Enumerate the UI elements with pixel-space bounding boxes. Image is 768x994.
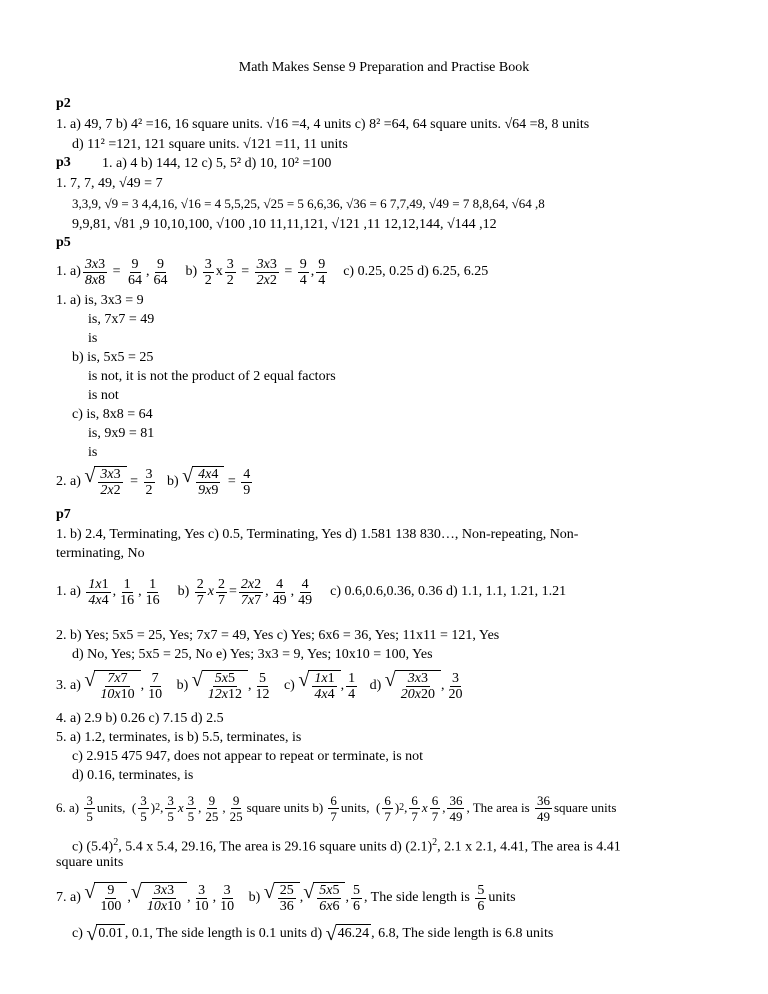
page-title: Math Makes Sense 9 Preparation and Practise Book [238,60,530,75]
p7-label-2b: b) [177,584,190,599]
p7-line-1-cont: terminating, No [56,546,145,561]
fraction: $\frac{5}{6}$ [352,882,360,914]
square-root: √ $\frac{9}{100}$ [84,882,127,914]
p3-line-1: 1. a) 4 b) 144, 12 c) 5, 5² d) 10, 10² =100 [102,156,332,171]
fraction: $\frac{9}{25}$ [229,792,243,824]
p7-label-12c: , The side length is [363,890,470,905]
p7-label-10f: square units [553,800,617,815]
fraction: $\frac{3}{2}$ [145,466,153,498]
fraction: $\frac{6}{7}$ [384,792,391,824]
fraction: $\frac{6}{7}$ [431,792,439,824]
p7-line-11-cont: square units [56,855,124,870]
p5-item: 1. a) is, 3x3 = 9 [56,293,144,308]
fraction: $\frac{3}{5}$ [187,792,195,824]
square-root: √ $\frac{1x1}{4x4}$ [298,670,340,702]
fraction: $\frac{5}{12}$ [255,670,270,702]
p7-label-5a: 3. a) [56,678,81,693]
p5-item: is [88,331,98,346]
fraction: $\frac{3}{5}$ [167,792,174,824]
square-root: √ $\frac{5x5}{12x12}$ [192,670,248,702]
p7-label-13b: , 0.1, The side length is 0.1 units d) [124,926,323,941]
p7-line-10: 6. a) $\frac{3}{5}$ units, ( $\frac{3}{5}$ ) 2 , $\frac{3}{5}$ x $\frac{3}{5}$ , $\frac{9}{25}$ , $\frac{9}{25}$ square units b) $\frac{6}{7}$ units, ( $\frac{6}{7}$ ) 2 , $\frac{6}{7}$ x $\frac{6}{7}$ , $\frac{36}{49}$ , The area is $\frac{36}{49}$ square units [56,792,617,824]
p7-label-10d: units, [340,800,370,815]
p7-line-1: 1. b) 2.4, Terminating, Yes c) 0.5, Terminating, Yes d) 1.581 138 830…, Non-repeating, Non- [56,527,579,542]
section-heading-p3: p3 [56,155,71,170]
p7-label-10e: , The area is [466,800,530,815]
p7-label-13c: , 6.8, The side length is 6.8 units [371,926,554,941]
p5-label-2b: b) [167,474,179,489]
p5-item: is, 9x9 = 81 [88,426,155,441]
fraction: $\frac{1x1}{4x4}$ [88,576,109,608]
fraction: $\frac{3}{5}$ [140,792,147,824]
p7-line-5: 3. a) √ $\frac{7x7}{10x10}$ , $\frac{7}{10}$ b) √ $\frac{5x5}{12x12}$ , $\frac{5}{12}$ c) √ $\frac{1x1}{4x4}$ , $\frac{1}{4}$ d) √ $\frac{3x3}{20x20}$ , $\frac{3}{20}$ [56,669,463,702]
fraction: $\frac{9}{25}$ [205,792,219,824]
p7-line-8: c) 2.915 475 947, does not appear to repeat or terminate, is not [72,749,424,764]
fraction: $\frac{3}{10}$ [220,882,235,914]
p7-label-12a: 7. a) [56,890,81,905]
p5-item: is not [88,388,119,403]
p7-line-12: 7. a) √ $\frac{9}{100}$ , √ $\frac{3x3}{10x10}$ , $\frac{3}{10}$ , $\frac{3}{10}$ b) √ $\frac{25}{36}$ , √ $\frac{5x5}{6x6}$ , $\frac{5}{6}$ , The side length is $\frac{5}{6}$ units [56,881,516,914]
p2-line-2: d) 11² =121, 121 square units. √121 =11, 11 units [72,137,348,152]
p7-line-6: 4. a) 2.9 b) 0.26 c) 7.15 d) 2.5 [56,711,224,726]
square-root: √ $\frac{4x4}{9x9}$ [182,466,224,498]
p7-label-5c: c) [283,678,295,693]
fraction: $\frac{5}{6}$ [477,882,485,914]
p3-line-2: 1. 7, 7, 49, √49 = 7 [56,176,163,191]
fraction: $\frac{6}{7}$ [411,792,418,824]
p7-line-4: d) No, Yes; 5x5 = 25, No e) Yes; 3x3 = 9, Yes; 10x10 = 100, Yes [72,647,433,662]
p7-label-10b: units, [96,800,126,815]
square-root: √ $\frac{3x3}{2x2}$ [84,466,126,498]
section-heading-p7: p7 [56,507,71,522]
fraction: $\frac{1}{16}$ [145,576,160,608]
p5-item: b) is, 5x5 = 25 [72,350,154,365]
square-root: √ $\frac{25}{36}$ [264,882,300,914]
p7-label-12d: units [488,890,516,905]
fraction: $\frac{3}{10}$ [194,882,209,914]
fraction: $\frac{3x3}{8x8}$ [84,256,106,288]
p7-line-13 [72,924,553,944]
fraction: $\frac{36}{49}$ [449,792,463,824]
fraction: $\frac{6}{7}$ [330,792,337,824]
fraction: $\frac{3}{20}$ [448,670,463,702]
p5-item: is [88,445,98,460]
fraction: $\frac{3}{2}$ [204,256,212,288]
fraction: $\frac{4}{49}$ [298,576,313,608]
p7-label-10a: 6. a) [56,800,80,815]
p7-label-11b: , 5.4 x 5.4, 29.16, The area is 29.16 square units d) [118,839,402,855]
p5-item: c) is, 8x8 = 64 [72,407,153,422]
section-heading-p2: p2 [56,96,71,111]
fraction: $\frac{9}{4}$ [318,256,326,288]
p7-label-12b: b) [248,890,261,905]
p3-line-3: 3,3,9, √9 = 3 4,4,16, √16 = 4 5,5,25, √25 = 5 6,6,36, √36 = 6 7,7,49, √49 = 7 8,8,64, √64 ,8 [72,196,545,211]
fraction: $\frac{2}{7}$ [218,576,225,608]
fraction: $\frac{2x2}{7x7}$ [240,576,262,608]
fraction: $\frac{1}{16}$ [120,576,135,608]
square-root: √ 46.24 [325,923,370,945]
p7-label-2c: c) 0.6,0.6,0.36, 0.36 d) 1.1, 1.1, 1.21, 1.21 [330,584,567,599]
p7-line-7: 5. a) 1.2, terminates, is b) 5.5, terminates, is [56,730,302,745]
fraction: $\frac{9}{4}$ [299,256,307,288]
p5-line-1: 1. a) $\frac{3x3}{8x8}$ = $\frac{9}{64}$ , $\frac{9}{64}$ b) $\frac{3}{2}$ x $\frac{3}{2}$ = $\frac{3x3}{2x2}$ = $\frac{9}{4}$ , $\frac{9}{4}$ c) 0.25, 0.25 d) 6.25, 6.25 [56,256,489,288]
square-root: √ $\frac{5x5}{6x6}$ [303,882,345,914]
fraction: $\frac{36}{49}$ [536,792,550,824]
section-heading-p5: p5 [56,235,71,250]
p5-item: is not, it is not the product of 2 equal factors [88,369,336,384]
square-root: √ $\frac{3x3}{20x20}$ [385,670,441,702]
square-root: √ $\frac{7x7}{10x10}$ [84,670,140,702]
p7-line-9: d) 0.16, terminates, is [72,768,194,783]
fraction: $\frac{4}{9}$ [243,466,251,498]
fraction: $\frac{4}{49}$ [272,576,287,608]
fraction: $\frac{7}{10}$ [148,670,163,702]
p7-line-3: 2. b) Yes; 5x5 = 25, Yes; 7x7 = 49, Yes c) Yes; 6x6 = 36, Yes; 11x11 = 121, Yes [56,628,500,643]
fraction: $\frac{9}{64}$ [153,256,168,288]
p3-line-4: 9,9,81, √81 ,9 10,10,100, √100 ,10 11,11,121, √121 ,11 12,12,144, √144 ,12 [72,217,497,232]
p7-line-11: c) $(5.4)^2$, 5.4 x 5.4, 29.16, The area is 29.16 square units d) $(2.1)^2$, 2.1 x 2.1, 4.41, The area is 4.41 [72,837,621,855]
p7-label-11c: , 2.1 x 2.1, 4.41, The area is 4.41 [437,839,621,855]
p5-label-1c: c) 0.25, 0.25 d) 6.25, 6.25 [343,264,489,279]
fraction: $\frac{3}{5}$ [86,792,93,824]
fraction: $\frac{9}{64}$ [128,256,143,288]
p5-label-1b: b) [185,264,198,279]
p7-label-10c: square units b) [246,800,324,815]
p5-item: is, 7x7 = 49 [88,312,155,327]
square-root: √ 0.01 [86,923,123,945]
p7-label-2a: 1. a) [56,584,81,599]
p7-label-5b: b) [176,678,189,693]
p7-label-5d: d) [369,678,382,693]
fraction: $\frac{3x3}{2x2}$ [256,256,277,288]
square-root: √ $\frac{3x3}{10x10}$ [131,882,187,914]
fraction: $\frac{3}{2}$ [226,256,234,288]
p7-line-2: 1. a) $\frac{1x1}{4x4}$ , $\frac{1}{16}$ , $\frac{1}{16}$ b) $\frac{2}{7}$ x $\frac{2}{7}$ = $\frac{2x2}{7x7}$ , $\frac{4}{49}$ , $\frac{4}{49}$ c) 0.6,0.6,0.36, 0.36 d) 1.1, 1.1, 1.21, 1.21 [56,576,567,608]
p2-line-1: 1. a) 49, 7 b) 4² =16, 16 square units. √16 =4, 4 units c) 8² =64, 64 square units. √64 =8, 8 units [56,117,590,132]
p7-label-13a: c) [72,926,83,941]
fraction: $\frac{1}{4}$ [348,670,356,702]
p7-label-11a: c) [72,839,83,855]
p5-label-2a: 2. a) [56,474,81,489]
p5-line-2: 2. a) √ $\frac{3x3}{2x2}$ = $\frac{3}{2}$ b) √ $\frac{4x4}{9x9}$ = $\frac{4}{9}$ [56,465,251,498]
fraction: $\frac{2}{7}$ [196,576,204,608]
p5-label-1a: 1. a) [56,264,81,279]
